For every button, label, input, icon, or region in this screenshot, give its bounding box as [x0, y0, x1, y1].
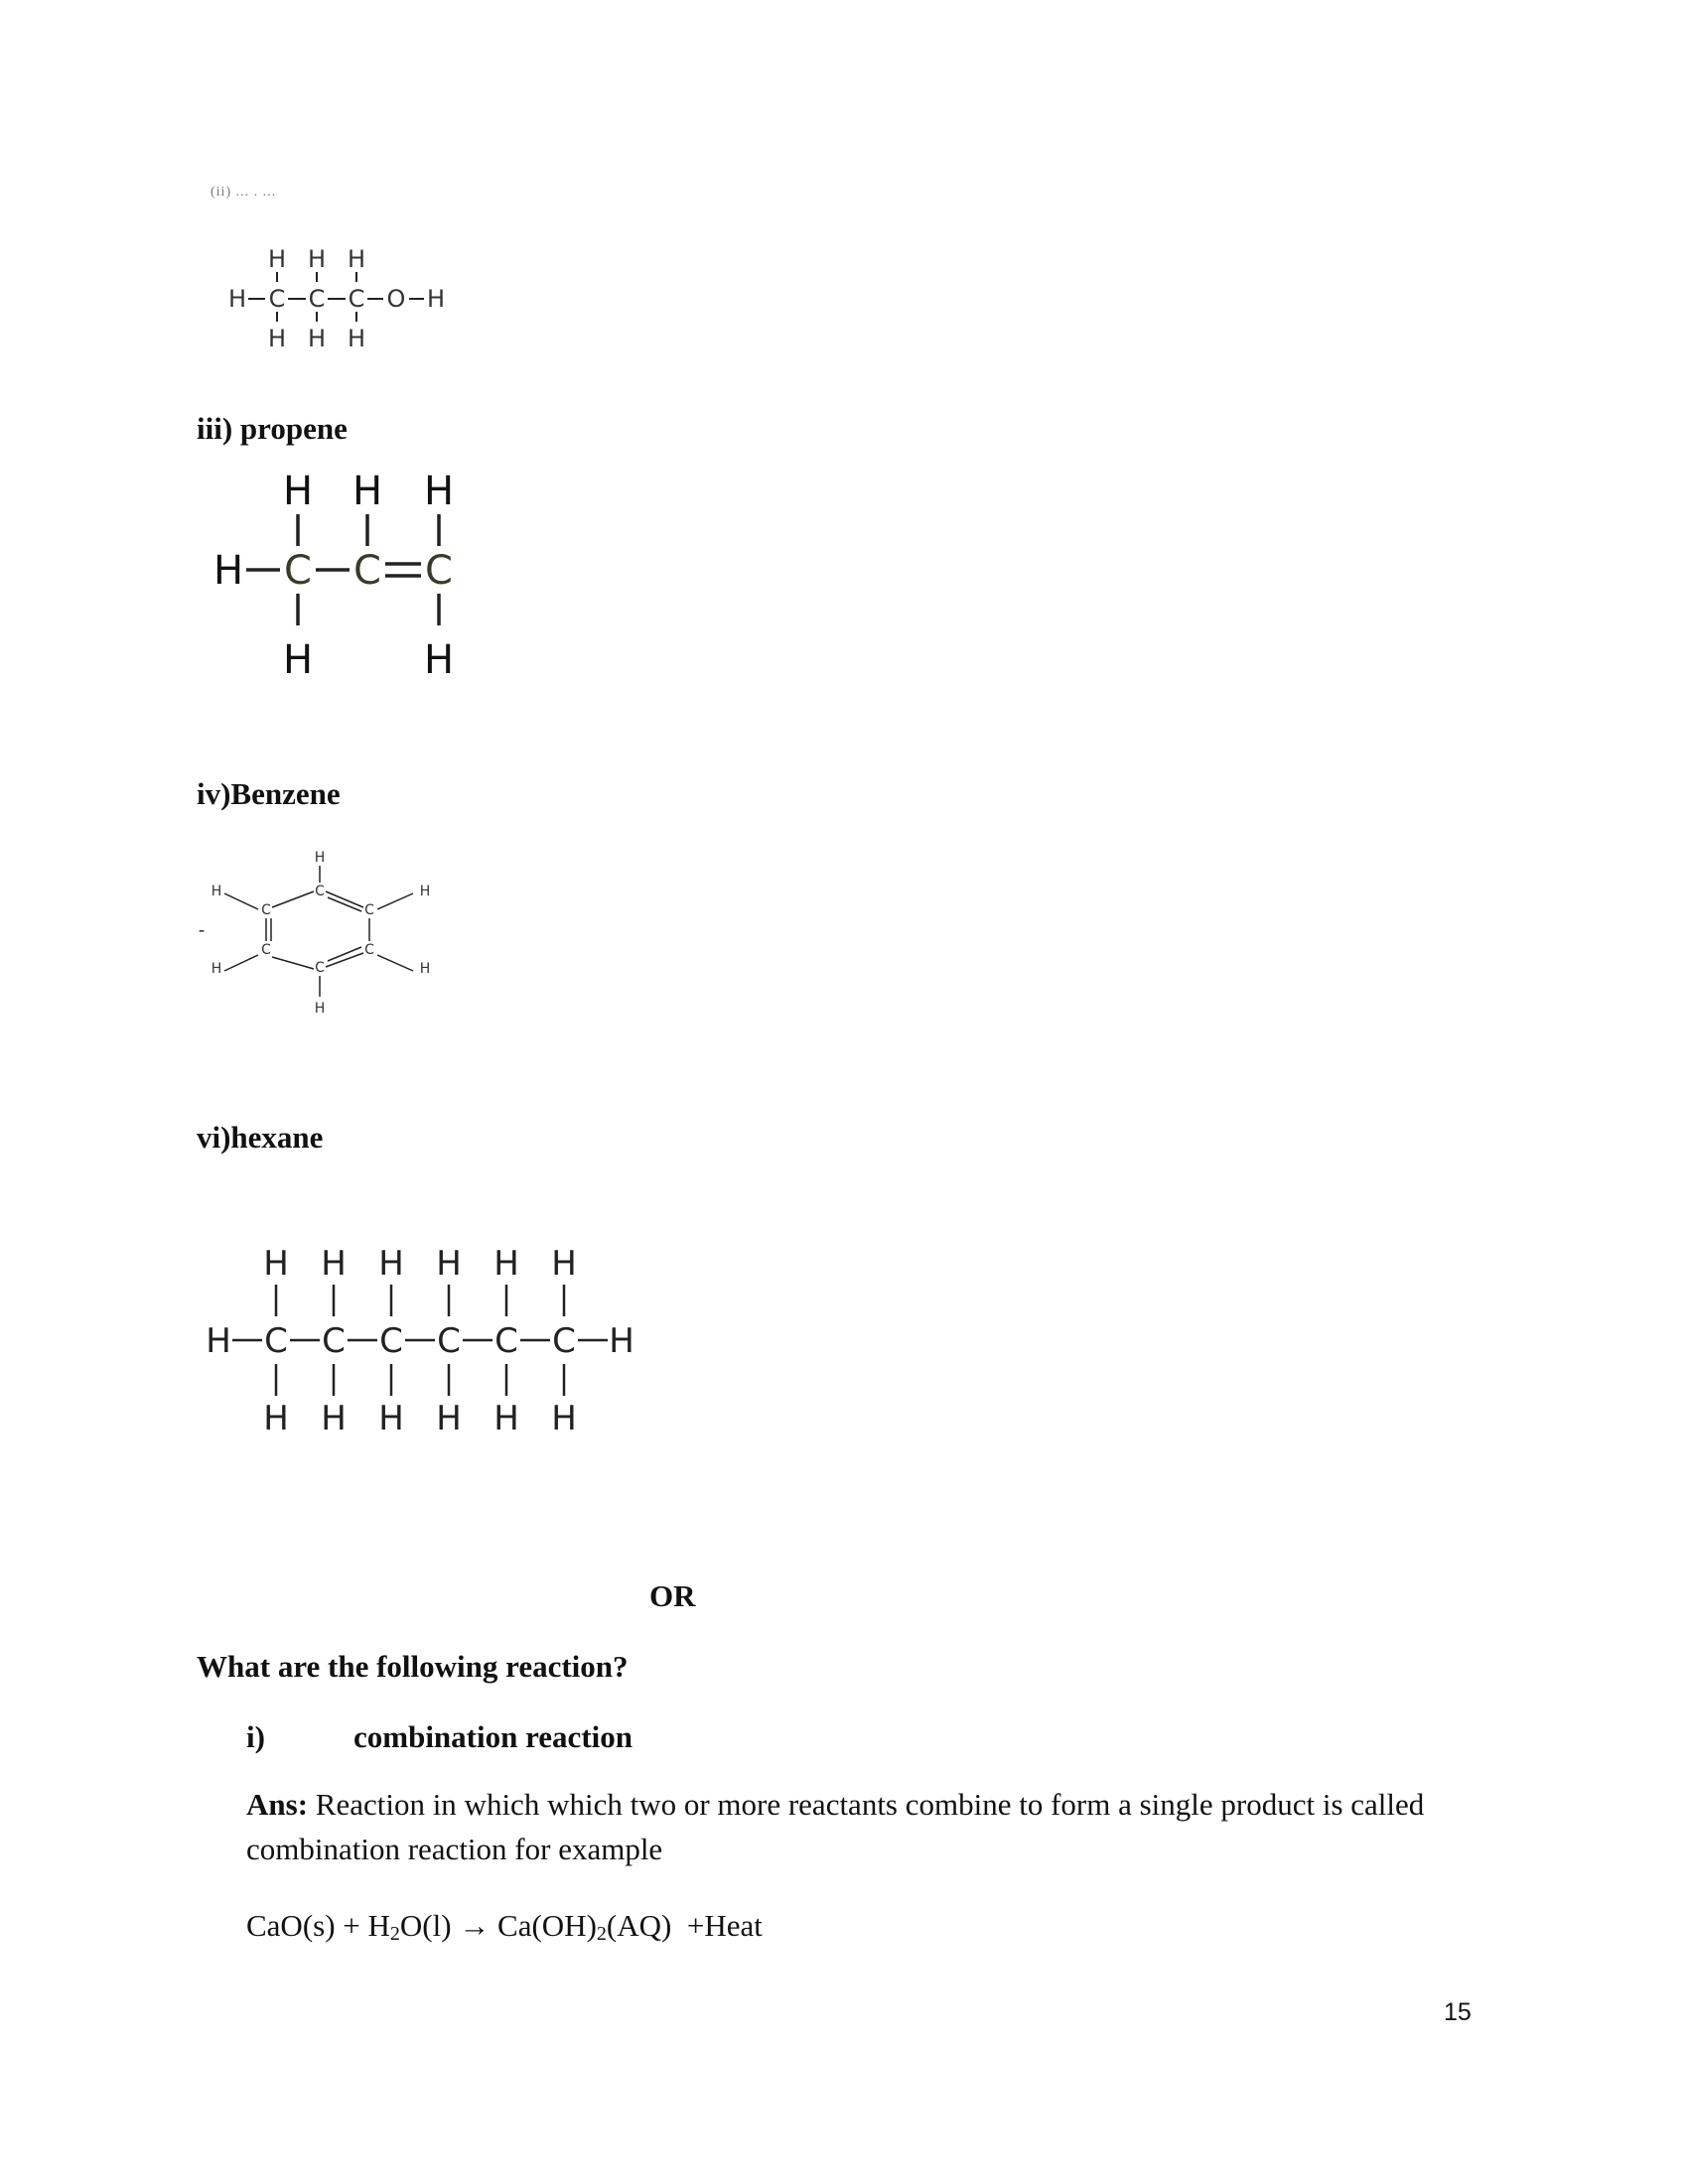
atom-o: O: [386, 285, 406, 313]
bond: [377, 893, 413, 909]
item-number: i): [246, 1719, 265, 1754]
atom-h: H: [436, 1244, 462, 1284]
bond: [272, 891, 314, 907]
atom-h: H: [419, 884, 431, 899]
atom-c: C: [494, 1321, 518, 1361]
equation-subscript: 2: [596, 1923, 607, 1945]
atom-h: H: [211, 961, 222, 977]
atom-h: H: [263, 1244, 289, 1284]
atom-h: H: [493, 1399, 519, 1438]
partial-label: (ii) ... . ...: [211, 185, 277, 200]
atom-h: H: [378, 1244, 404, 1284]
atom-h: H: [352, 469, 383, 514]
atom-h: H: [551, 1399, 577, 1438]
atom-h: H: [321, 1244, 347, 1284]
atom-h: H: [211, 884, 222, 899]
benzene-heading: iv)Benzene: [197, 776, 341, 811]
atom-h: H: [282, 469, 314, 514]
equation-part: O(l) → Ca(OH): [399, 1908, 597, 1943]
atom-h: H: [267, 245, 287, 273]
atom-c: C: [364, 942, 374, 958]
atom-h: H: [212, 548, 244, 594]
atom-h: H: [551, 1244, 577, 1284]
atom-h: H: [227, 285, 247, 313]
question-heading: What are the following reaction?: [197, 1649, 629, 1684]
equation-subscript: 2: [389, 1923, 400, 1945]
benzene-structure: [203, 846, 451, 1024]
atom-c: C: [268, 285, 286, 313]
atom-h: H: [267, 325, 287, 352]
atom-c: C: [315, 960, 325, 976]
item-title: combination reaction: [353, 1719, 633, 1754]
atom-h: H: [314, 850, 326, 866]
bond: [224, 893, 258, 909]
atom-c: C: [348, 285, 365, 313]
atom-c: C: [353, 548, 381, 594]
atom-h: H: [206, 1321, 231, 1361]
bond: [224, 955, 258, 971]
bond: [272, 957, 314, 969]
atom-h: H: [378, 1399, 404, 1438]
propene-heading: iii) propene: [197, 411, 348, 446]
atom-h: H: [282, 637, 314, 683]
atom-h: H: [609, 1321, 634, 1361]
double-bond-line: [328, 947, 361, 961]
atom-h: H: [307, 325, 327, 352]
answer-label: Ans:: [246, 1787, 309, 1822]
stray-mark: -: [199, 919, 205, 939]
propene-structure: [211, 467, 469, 685]
atom-h: H: [314, 1001, 326, 1017]
chemical-equation: [246, 1903, 763, 1957]
atom-c: C: [264, 1321, 288, 1361]
atom-c: C: [322, 1321, 346, 1361]
atom-c: C: [437, 1321, 461, 1361]
or-label: OR: [649, 1578, 696, 1613]
atom-h: H: [321, 1399, 347, 1438]
atom-c: C: [261, 942, 271, 958]
atom-h: H: [493, 1244, 519, 1284]
atom-h: H: [419, 961, 431, 977]
atom-c: C: [364, 902, 374, 918]
atom-h: H: [307, 245, 327, 273]
atom-h: H: [347, 245, 366, 273]
atom-c: C: [552, 1321, 576, 1361]
atom-h: H: [263, 1399, 289, 1438]
atom-h: H: [426, 285, 446, 313]
atom-h: H: [423, 637, 455, 683]
propanol-structure: [220, 240, 459, 359]
atom-h: H: [423, 469, 455, 514]
atom-c: C: [315, 884, 325, 899]
answer-paragraph: [246, 1782, 1497, 1871]
atom-c: C: [261, 902, 271, 918]
bond: [377, 955, 413, 971]
atom-h: H: [436, 1399, 462, 1438]
equation-part: CaO(s) + H: [246, 1908, 390, 1943]
atom-c: C: [379, 1321, 403, 1361]
answer-text: Reaction in which which two or more reactants combine to form a single product is called combination reaction for example: [246, 1787, 1425, 1866]
page-number: 15: [1444, 1998, 1472, 2026]
atom-c: C: [425, 548, 453, 594]
equation-part: (AQ) +Heat: [606, 1908, 763, 1943]
atom-c: C: [284, 548, 312, 594]
atom-c: C: [308, 285, 326, 313]
atom-h: H: [347, 325, 366, 352]
hexane-heading: vi)hexane: [197, 1120, 324, 1155]
hexane-structure: [203, 1241, 639, 1439]
